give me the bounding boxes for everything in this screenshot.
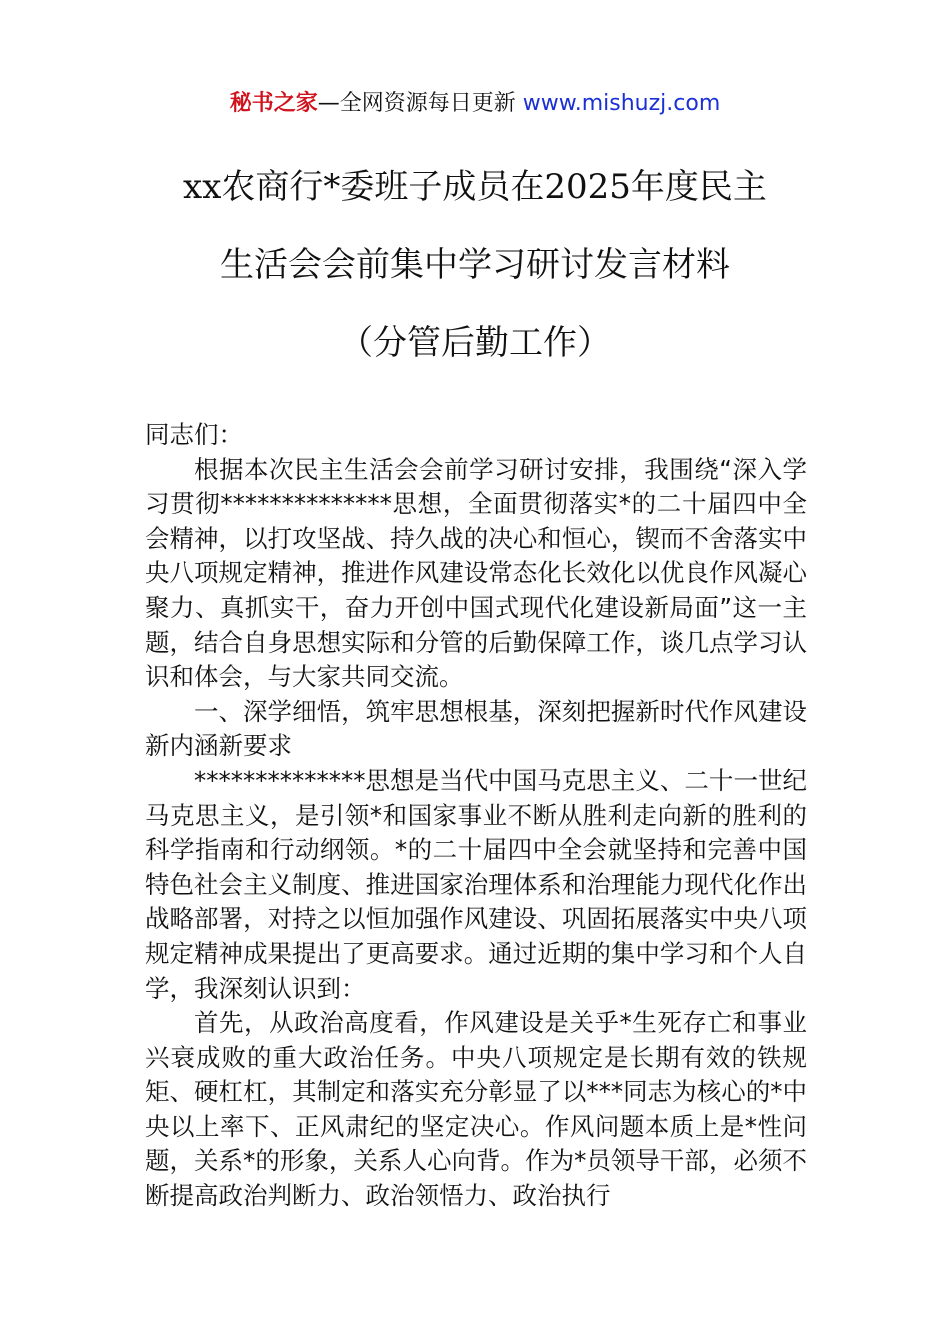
paragraph-intro: 根据本次民主生活会会前学习研讨安排，我围绕“深入学习贯彻**************思想，全面贯彻落实*的二十届四中全会精神，以打攻坚战、持久战的决心和恒心，锲而不舍落实中央八项规定精神，推进作风建设常态化长效化以优良作风凝心聚力、真抓实干，奋力开创中国式现代化建设新局面”这一主题，结合自身思想实际和分管的后勤保障工作，谈几点学习认识和体会，与大家共同交流。 bbox=[145, 454, 807, 692]
paragraph-2: **************思想是当代中国马克思主义、二十一世纪马克思主义，是引领*和国家事业不断从胜利走向新的胜利的科学指南和行动纲领。*的二十届四中全会就坚持和完善中国特色社会主义制度、推进国家治理体系和治理能力现代化作出战略部署，对持之以恒加强作风建设、巩固拓展落实中央八项规定精神成果提出了更高要求。通过近期的集中学习和个人自学，我深刻认识到： bbox=[145, 765, 807, 1003]
banner-tagline: —全网资源每日更新 bbox=[317, 91, 523, 116]
site-banner bbox=[0, 88, 950, 120]
brand-name: 秘书之家 bbox=[229, 91, 318, 116]
site-url-link[interactable]: www.mishuzj.com bbox=[522, 91, 721, 116]
title-line-2: 生活会会前集中学习研讨发言材料 bbox=[220, 245, 730, 285]
document-body bbox=[145, 418, 807, 1214]
title-line-1: xx农商行*委班子成员在2025年度民主 bbox=[183, 167, 767, 207]
section-heading-1: 一、深学细悟，筑牢思想根基，深刻把握新时代作风建设新内涵新要求 bbox=[145, 696, 807, 761]
paragraph-3: 首先，从政治高度看，作风建设是关乎*生死存亡和事业兴衰成败的重大政治任务。中央八项规定是长期有效的铁规矩、硬杠杠，其制定和落实充分彰显了以***同志为核心的*中央以上率下、正风肃纪的坚定决心。作风问题本质上是*性问题，关系*的形象，关系人心向背。作为*员领导干部，必须不断提高政治判断力、政治领悟力、政治执行 bbox=[145, 1008, 807, 1211]
salutation: 同志们： bbox=[145, 420, 243, 449]
document-title bbox=[0, 162, 950, 396]
title-line-3: （分管后勤工作） bbox=[339, 323, 611, 363]
